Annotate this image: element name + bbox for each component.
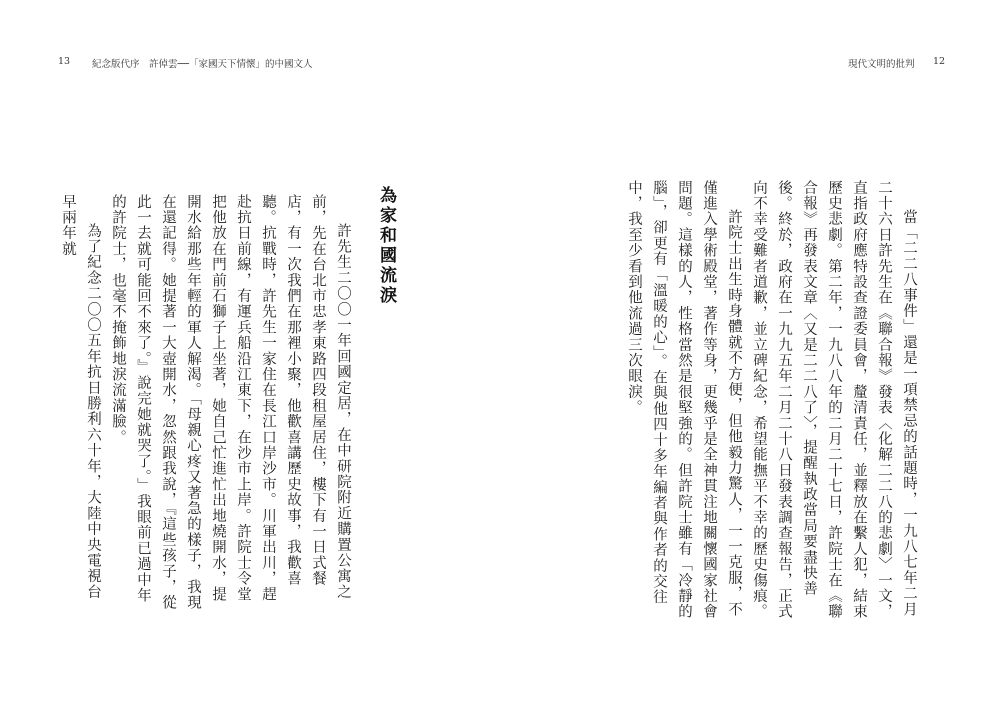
left-running-title: 紀念版代序 許倬雲──「家國天下情懷」的中國文人 — [92, 59, 313, 70]
paragraph: 當「二二八事件」還是一項禁忌的話題時，一九八七年二月二十六日許先生在《聯合報》發表〈化解二二八的悲劇〉一文，直指政府應特設查證委員會，釐清責任，並釋放在繫人犯，結束歷史悲劇。第二年，一九八八年的二月二十七日，許院士在《聯合報》再發表文章〈又是二二八了〉，提醒執政當局要盡快善後。終於，政府在一九九五年二月二十八日發表調查報告，正式向不幸受難者道歉，並立碑紀念，希望能撫平不幸的歷史傷痕。 — [751, 180, 917, 620]
left-page-body — [60, 194, 355, 614]
paragraph: 許先生二〇〇一年回國定居，在中研院附近購置公寓之前，先在台北市忠孝東路四段租屋居住，樓下有一日式餐店，有一次我們在那裡小聚，他歡喜講歷史故事，我歡喜聽。抗戰時，許先生一家住在長江口岸沙市。川軍出川，趕赴抗日前線，有運兵船沿江東下，在沙市上岸。許院士令堂把他放在門前石獅子上坐著，她自己忙進忙出地燒開水，提開水給那些年輕的軍人解渴。「母親心疼又著急的樣子，我現在還記得。她提著一大壺開水，忽然跟我說，『這些孩子，從此一去就可能回不來了。』說完她就哭了。」我眼前已過中年的許院士，也毫不掩飾地淚流滿臉。 — [110, 194, 351, 611]
paragraph: 為了紀念二〇〇五年抗日勝利六十年，大陸中央電視台早兩年就 — [60, 194, 101, 600]
section-title: 為家和國流淚 — [376, 186, 396, 306]
right-running-title: 現代文明的批判 — [848, 59, 915, 70]
left-page-number: 13 — [58, 56, 71, 67]
right-page-number: 12 — [933, 56, 946, 67]
right-page-body — [596, 180, 921, 620]
paragraph: 許院士出生時身體就不方便，但他毅力驚人，一一克服，不僅進入學術殿堂，著作等身，更幾乎是全神貫注地關懷國家社會問題。這樣的人，性格當然是很堅強的。但許院士雖有「冷靜的腦」，卻更有「溫暖的心」。在與他四十多年編者與作者的交往中，我至少看到他流過三次眼淚。 — [626, 180, 742, 620]
